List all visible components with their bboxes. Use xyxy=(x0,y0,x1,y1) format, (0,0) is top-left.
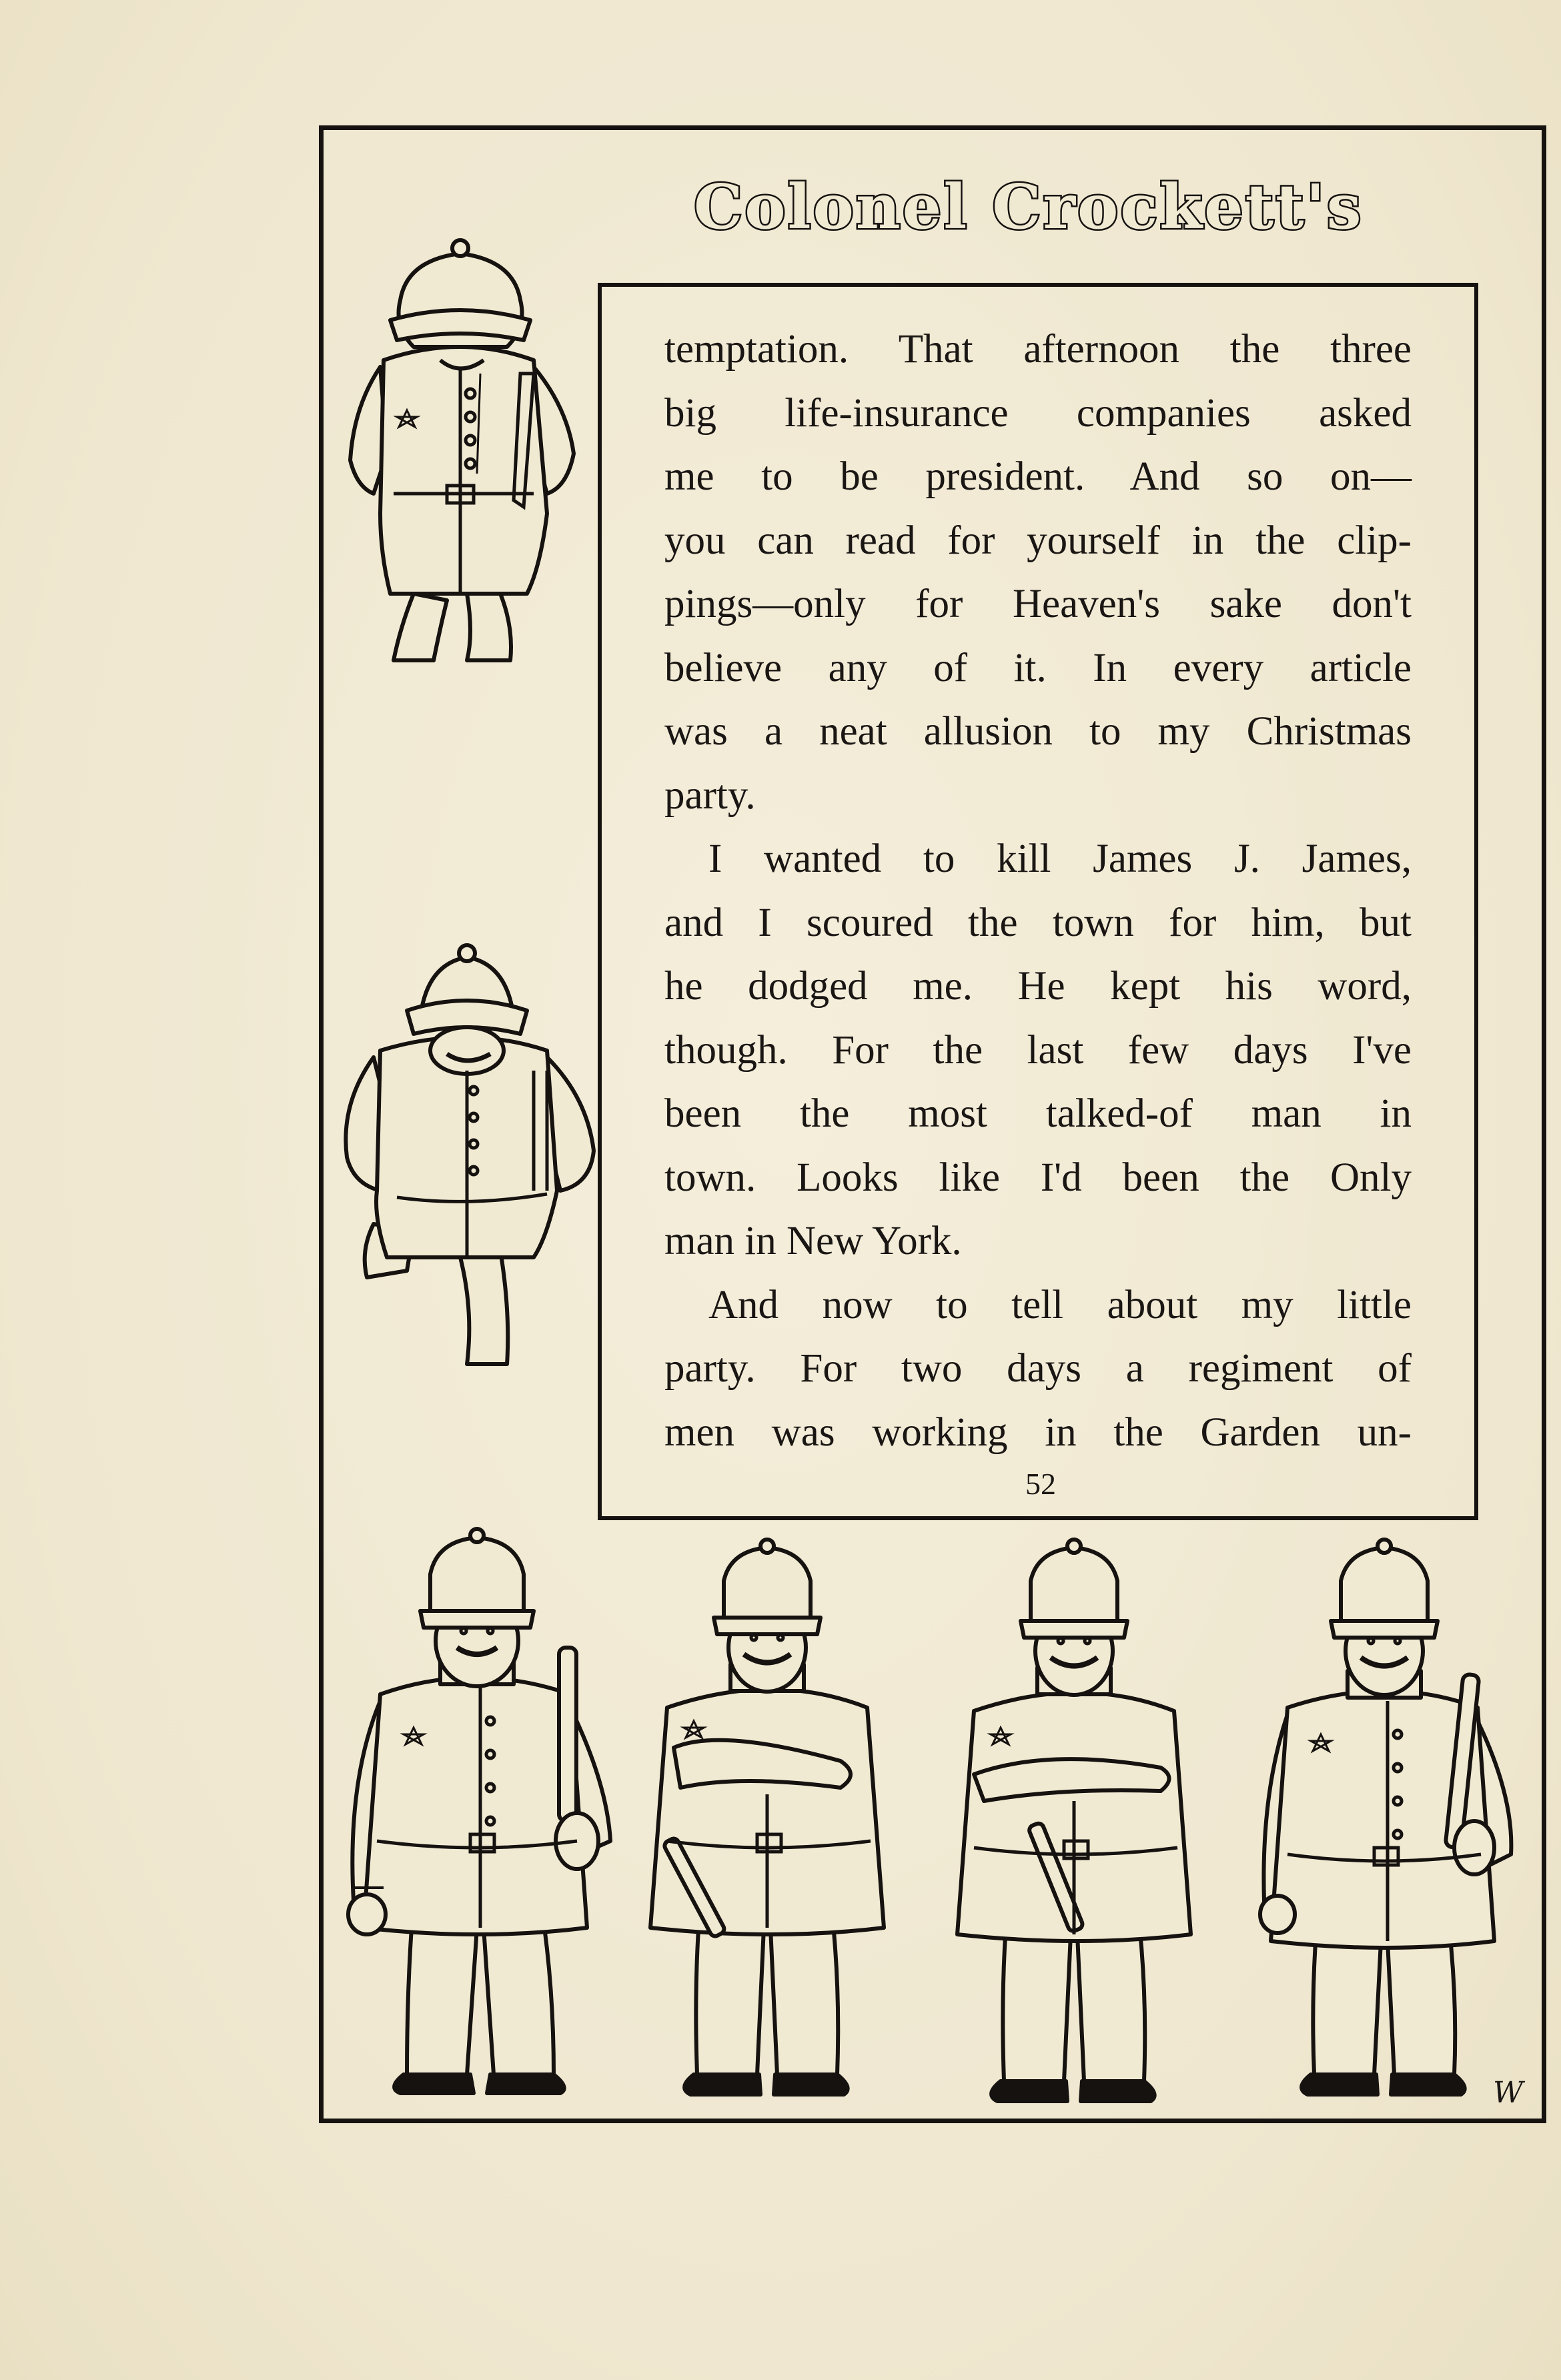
page-number: 52 xyxy=(1025,1467,1056,1501)
text-line: party. For two days a regiment of xyxy=(664,1346,1412,1391)
text-line: me to be president. And so on— xyxy=(664,454,1412,499)
text-line: man in New York. xyxy=(664,1219,962,1263)
policeman-icon xyxy=(334,937,600,1371)
policeman-standing-3 xyxy=(947,1541,1201,2111)
text-line: big life-insurance companies asked xyxy=(664,390,1412,436)
policeman-standing-2 xyxy=(640,1541,894,2104)
policeman-icon xyxy=(947,1541,1201,2108)
running-head: Colonel Crockett's xyxy=(694,171,1364,243)
text-line: though. For the last few days I've xyxy=(664,1027,1412,1073)
policeman-walking-top xyxy=(334,233,587,663)
text-line: was a neat allusion to my Christmas xyxy=(664,709,1412,754)
text-line: he dodged me. He kept his word, xyxy=(664,964,1412,1009)
text-line: party. xyxy=(664,772,756,818)
text-line: believe any of it. In every article xyxy=(664,645,1412,690)
text-line: and I scoured the town for him, but xyxy=(664,900,1412,945)
policeman-walking-middle xyxy=(334,937,600,1373)
artist-monogram: W xyxy=(1493,2076,1524,2110)
policeman-standing-4 xyxy=(1254,1541,1521,2104)
policeman-icon xyxy=(640,1541,894,2101)
policeman-icon xyxy=(334,233,587,660)
text-line: you can read for yourself in the clip- xyxy=(664,518,1412,563)
text-line: men was working in the Garden un- xyxy=(664,1409,1412,1455)
policeman-icon xyxy=(1254,1541,1521,2101)
policeman-icon xyxy=(340,1528,620,2101)
text-line: town. Looks like I'd been the Only xyxy=(664,1155,1412,1200)
policeman-standing-1 xyxy=(340,1528,620,2104)
body-text xyxy=(664,318,1412,1464)
text-line: temptation. That afternoon the three xyxy=(664,327,1412,372)
text-line: I wanted to kill James J. James, xyxy=(708,836,1412,881)
text-line: And now to tell about my little xyxy=(708,1282,1412,1327)
text-line: pings—only for Heaven's sake don't xyxy=(664,582,1412,626)
text-line: been the most talked-of man in xyxy=(664,1091,1412,1136)
